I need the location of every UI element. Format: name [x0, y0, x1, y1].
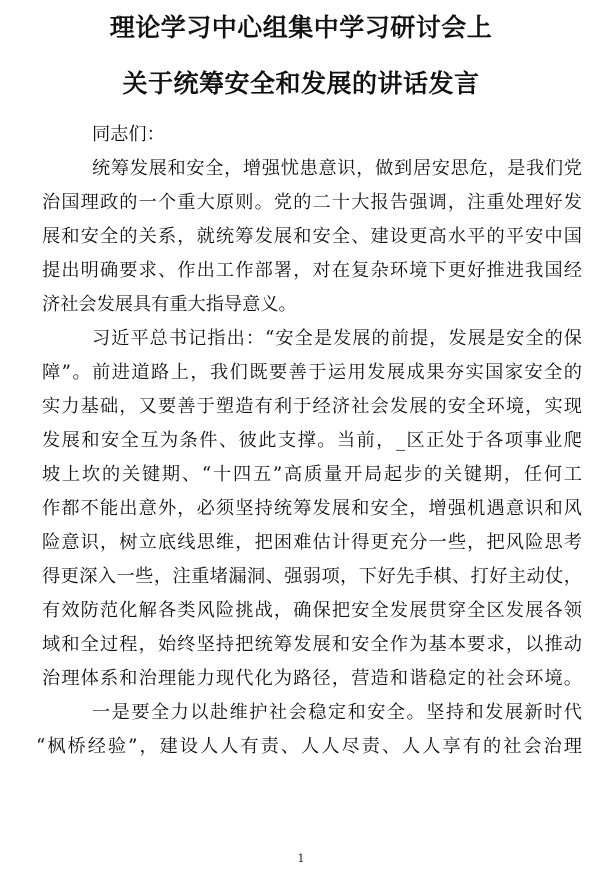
paragraph-2-line-10: 域和全过程，始终坚持把统筹发展和安全作为基本要求，以推动 [42, 634, 582, 655]
paragraph-2-line-3: 实力基础，又要善于塑造有利于经济社会发展的安全环境，实现 [42, 396, 582, 417]
page-number: 1 [297, 852, 305, 865]
paragraph-2-line-6: 作都不能出意外，必须坚持统筹发展和安全，增强机遇意识和风 [42, 498, 582, 519]
paragraph-1-line-2: 治国理政的一个重大原则。党的二十大报告强调，注重处理好发 [42, 192, 582, 213]
paragraph-3-line-1: 一是要全力以赴维护社会稳定和安全。坚持和发展新时代 [92, 702, 582, 723]
paragraph-1-line-4: 提出明确要求、作出工作部署，对在复杂环境下更好推进我国经 [42, 260, 582, 281]
paragraph-1-line-5: 济社会发展具有重大指导意义。 [42, 294, 297, 315]
paragraph-2-line-9: 有效防范化解各类风险挑战，确保把安全发展贯穿全区发展各领 [42, 600, 582, 621]
paragraph-2-line-8: 得更深入一些，注重堵漏洞、强弱项，下好先手棋、打好主动仗， [42, 566, 582, 587]
paragraph-2-line-11: 治理体系和治理能力现代化为路径，营造和谐稳定的社会环境。 [42, 668, 582, 689]
document-title-line-1: 理论学习中心组集中学习研讨会上 [109, 13, 493, 42]
document-title-line-2: 关于统筹安全和发展的讲话发言 [122, 69, 480, 98]
salutation: 同志们： [92, 124, 165, 145]
paragraph-2-line-5: 坡上坎的关键期、“十四五”高质量开局起步的关键期，任何工 [42, 464, 582, 485]
paragraph-2-line-2: 障”。前进道路上，我们既要善于运用发展成果夯实国家安全的 [42, 362, 582, 383]
paragraph-2-line-7: 险意识，树立底线思维，把困难估计得更充分一些，把风险思考 [42, 532, 582, 553]
paragraph-1-line-1: 统筹发展和安全，增强忧患意识，做到居安思危，是我们党 [92, 158, 582, 179]
paragraph-3-line-2: “枫桥经验”，建设人人有责、人人尽责、人人享有的社会治理 [36, 736, 582, 757]
paragraph-2-line-4: 发展和安全互为条件、彼此支撑。当前，_区正处于各项事业爬 [42, 430, 582, 451]
paragraph-1-line-3: 展和安全的关系，就统筹发展和安全、建设更高水平的平安中国 [42, 226, 582, 247]
paragraph-2-line-1: 习近平总书记指出：“安全是发展的前提，发展是安全的保 [92, 328, 582, 349]
